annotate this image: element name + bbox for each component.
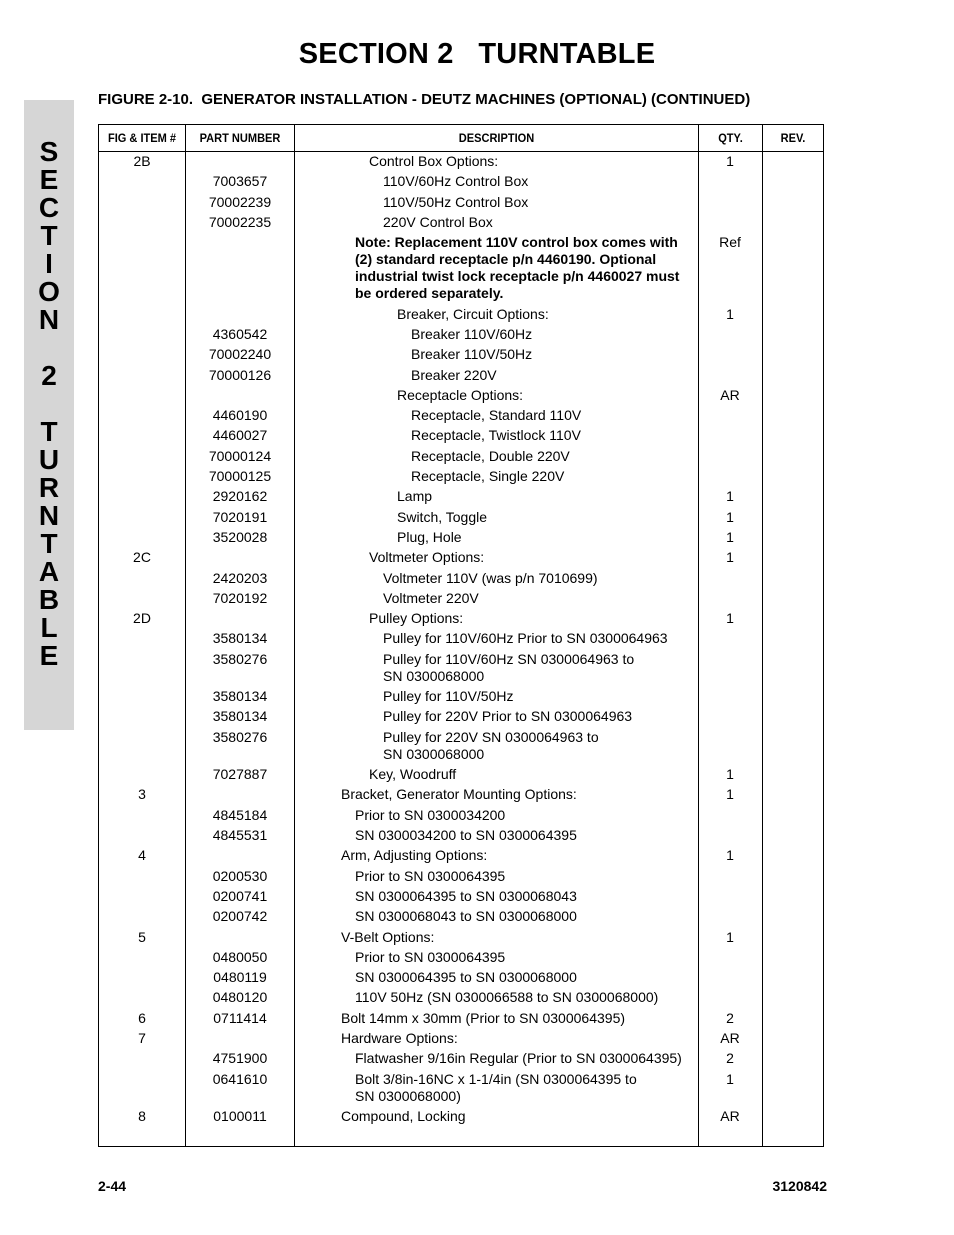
row-fig-item: 8	[138, 1108, 146, 1124]
row-description: Bolt 3/8in-16NC x 1-1/4in (SN 0300064395 to SN 0300068000)	[355, 1070, 637, 1104]
section-tab-letter: E	[39, 640, 59, 671]
column-divider	[294, 125, 295, 1146]
row-part-number: 3580276	[212, 728, 268, 745]
row-part-number: 0100011	[213, 1108, 267, 1124]
row-description: Plug, Hole	[397, 528, 462, 545]
row-description: Pulley for 110V/50Hz	[383, 688, 514, 705]
row-description: Receptacle Options:	[397, 386, 524, 403]
column-header-qty: QTY.	[718, 131, 743, 145]
section-tab-letter: 2	[41, 360, 57, 391]
row-part-number: 70000124	[208, 447, 272, 464]
row-qty: 2	[726, 1009, 734, 1026]
row-description: Pulley for 220V SN 0300064963 to SN 0300068000	[383, 728, 599, 762]
section-tab-letter: U	[38, 444, 60, 475]
row-part-number: 4460190	[212, 407, 268, 424]
row-fig-item: 5	[138, 928, 146, 945]
row-part-number: 0641610	[212, 1070, 268, 1087]
row-fig-item: 7	[138, 1030, 146, 1046]
row-description: Arm, Adjusting Options:	[341, 847, 488, 864]
row-description: Prior to SN 0300034200	[355, 806, 506, 823]
section-tab-letter: O	[38, 276, 60, 307]
row-description: Note: Replacement 110V control box comes with (2) standard receptacle p/n 4460190. Optional industrial twist lock receptacle p/n 4460027 must be ordered separately.	[355, 234, 680, 302]
row-description: Pulley for 110V/60Hz SN 0300064963 to SN 0300068000	[383, 650, 635, 684]
row-description: Bracket, Generator Mounting Options:	[341, 786, 577, 803]
section-tab-letter: N	[38, 304, 60, 335]
row-fig-item: 6	[138, 1009, 146, 1026]
section-tab-letter: T	[40, 220, 58, 251]
row-qty: 1	[726, 610, 734, 627]
row-description: V-Belt Options:	[341, 928, 435, 945]
section-tab-letter: A	[38, 556, 60, 587]
row-description: Pulley for 220V Prior to SN 0300064963	[383, 708, 633, 725]
row-description: 110V 50Hz (SN 0300066588 to SN 0300068000)	[355, 989, 659, 1006]
row-description: Lamp	[397, 488, 433, 505]
row-part-number: 0200742	[212, 908, 268, 925]
row-description: Voltmeter 220V	[383, 589, 479, 606]
row-qty: 1	[726, 508, 734, 525]
row-part-number: 0200741	[212, 887, 268, 904]
row-part-number: 70000126	[208, 366, 272, 383]
row-part-number: 7003657	[212, 173, 268, 190]
header-divider	[99, 151, 823, 152]
row-part-number: 70002235	[208, 213, 272, 230]
section-tab-letter: N	[38, 500, 60, 531]
row-part-number: 4845531	[212, 827, 268, 843]
section-tab-letter: T	[40, 416, 58, 447]
row-description: Control Box Options:	[369, 153, 499, 169]
row-description: Breaker, Circuit Options:	[397, 305, 549, 322]
row-qty: 1	[726, 766, 734, 783]
page-number: 2-44	[98, 1178, 127, 1194]
row-qty: 1	[726, 1070, 734, 1087]
section-tab-letters	[24, 138, 74, 670]
row-qty: 1	[726, 549, 734, 566]
row-part-number: 0480050	[212, 948, 268, 965]
row-qty: AR	[720, 386, 740, 403]
document-number: 3120842	[772, 1178, 827, 1194]
row-part-number: 0480119	[213, 969, 267, 986]
row-description: Pulley for 110V/60Hz Prior to SN 0300064963	[383, 630, 668, 647]
row-description: Breaker 110V/60Hz	[411, 325, 533, 342]
section-tab-letter: L	[40, 612, 58, 643]
row-part-number: 3580134	[212, 688, 268, 705]
row-description: Receptacle, Twistlock 110V	[411, 427, 581, 444]
row-part-number: 0200530	[212, 867, 268, 884]
row-part-number: 7027887	[212, 766, 268, 783]
row-fig-item: 3	[138, 786, 146, 803]
row-qty: 1	[726, 847, 734, 864]
row-description: Voltmeter Options:	[369, 549, 485, 566]
column-header-rev: REV.	[780, 131, 806, 145]
row-description: Switch, Toggle	[397, 508, 488, 525]
row-description: SN 0300064395 to SN 0300068043	[355, 887, 577, 904]
row-qty: AR	[720, 1108, 740, 1124]
row-part-number: 3580134	[212, 708, 268, 725]
row-description: Hardware Options:	[341, 1030, 458, 1046]
row-description: Compound, Locking	[341, 1108, 466, 1124]
row-part-number: 0711414	[213, 1009, 267, 1026]
row-part-number: 3580134	[212, 630, 268, 647]
row-part-number: 4845184	[212, 806, 268, 823]
row-qty: 2	[726, 1050, 734, 1067]
page-title: SECTION 2 TURNTABLE	[298, 38, 656, 70]
row-qty: Ref	[719, 234, 741, 251]
row-part-number: 0480120	[212, 989, 268, 1006]
row-qty: 1	[726, 786, 734, 803]
row-qty: AR	[720, 1030, 740, 1046]
row-description: SN 0300034200 to SN 0300064395	[355, 827, 577, 843]
row-qty: 1	[726, 528, 734, 545]
section-tab-letter: C	[38, 192, 60, 223]
row-part-number: 7020192	[212, 589, 268, 606]
row-part-number: 4751900	[212, 1050, 268, 1067]
row-part-number: 70000125	[208, 468, 272, 484]
row-qty: 1	[726, 153, 734, 169]
row-description: Bolt 14mm x 30mm (Prior to SN 0300064395)	[341, 1009, 626, 1026]
section-tab-letter: S	[39, 136, 59, 167]
row-part-number: 3520028	[212, 528, 268, 545]
section-tab-letter: B	[38, 584, 60, 615]
row-description: 220V Control Box	[383, 213, 493, 230]
row-description: Receptacle, Standard 110V	[411, 407, 582, 424]
row-qty: 1	[726, 305, 734, 322]
column-header-description: DESCRIPTION	[458, 131, 535, 145]
row-description: SN 0300068043 to SN 0300068000	[355, 908, 577, 925]
row-qty: 1	[726, 928, 734, 945]
row-fig-item: 2C	[133, 549, 151, 566]
row-part-number: 7020191	[212, 508, 268, 525]
section-tab-letter: E	[39, 164, 59, 195]
row-description: Prior to SN 0300064395	[355, 948, 506, 965]
row-description: Breaker 110V/50Hz	[411, 346, 533, 363]
row-description: Receptacle, Double 220V	[411, 447, 570, 464]
section-tab-letter: I	[45, 248, 53, 279]
row-fig-item: 2B	[133, 153, 151, 169]
row-part-number: 4460027	[212, 427, 268, 444]
row-part-number: 2920162	[212, 488, 268, 505]
row-description: Pulley Options:	[369, 610, 464, 627]
row-description: Prior to SN 0300064395	[355, 867, 506, 884]
section-tab-letter: T	[40, 528, 58, 559]
row-qty: 1	[726, 488, 734, 505]
column-divider	[762, 125, 763, 1146]
row-description: Flatwasher 9/16in Regular (Prior to SN 0300064395)	[355, 1050, 682, 1067]
row-description: 110V/50Hz Control Box	[383, 193, 529, 210]
column-header-part-number: PART NUMBER	[199, 131, 281, 145]
row-description: Receptacle, Single 220V	[411, 468, 565, 484]
row-description: Key, Woodruff	[369, 766, 457, 783]
row-part-number: 2420203	[212, 569, 268, 586]
row-part-number: 70002240	[208, 346, 272, 363]
row-part-number: 70002239	[208, 193, 272, 210]
section-tab	[24, 100, 74, 730]
row-description: Breaker 220V	[411, 366, 497, 383]
parts-table	[98, 124, 824, 1147]
column-header-fig: FIG & ITEM #	[107, 131, 177, 145]
row-description: 110V/60Hz Control Box	[383, 173, 529, 190]
section-tab-letter: R	[38, 472, 60, 503]
row-fig-item: 4	[138, 847, 146, 864]
row-part-number: 3580276	[212, 650, 268, 667]
row-description: SN 0300064395 to SN 0300068000	[355, 969, 577, 986]
row-fig-item: 2D	[133, 610, 151, 627]
row-description: Voltmeter 110V (was p/n 7010699)	[383, 569, 598, 586]
figure-title: FIGURE 2-10. GENERATOR INSTALLATION - DEUTZ MACHINES (OPTIONAL) (CONTINUED)	[98, 91, 751, 108]
row-part-number: 4360542	[212, 325, 268, 342]
